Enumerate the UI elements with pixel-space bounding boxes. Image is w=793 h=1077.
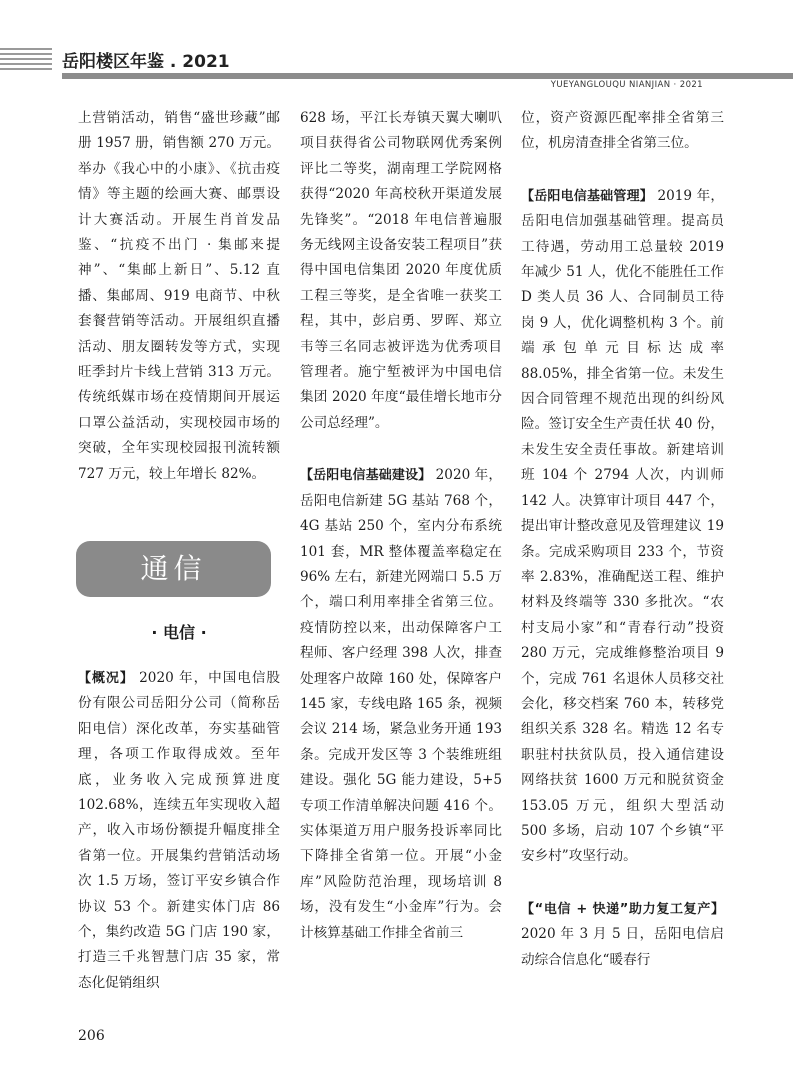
- paragraph-management: [521, 184, 724, 870]
- section-label-infrastructure: 【岳阳电信基础建设】: [300, 468, 432, 484]
- paragraph-postal-marketing: 上营销活动，销售“盛世珍藏”邮册 1957 册，销售额 270 万元。举办《我心中的小康》、《抗击疫情》等主题的绘画大赛、邮票设计大赛活动。开展生肖首发品鉴、“抗疫不出门 · 集邮来提神”、“集邮上新日”、5.12 直播、集邮周、919 电商节、中秋套餐营销等活动。开展组织直播活动、朋友圈转发等方式，实现旺季封片卡线上营销 313 万元。传统纸媒市场在疫情期间开展运口罩公益活动，实现校园市场的突破，全年实现校园报刊流转额 727 万元，较上年增长 82%。: [78, 110, 280, 482]
- yearbook-title: 岳阳楼区年鉴 . 2021: [62, 52, 230, 72]
- page-header: [0, 0, 793, 100]
- section-badge-communications: 通信: [76, 541, 271, 597]
- column-1: [78, 106, 280, 487]
- paragraph-asset-ranking: 位，资产资源匹配率排全省第三位，机房清查排全省第三位。: [521, 110, 724, 152]
- paragraph-telecom-express: [521, 897, 724, 973]
- header-bar: [62, 73, 793, 79]
- section-label-telecom-express: 【“电信 + 快递”助力复工复产】: [521, 901, 724, 917]
- paragraph-awards: 628 场，平江长寿镇天翼大喇叭项目获得省公司物联网优秀案例评比二等奖，湖南理工学院网格获得“2020 年高校秋开渠道发展先锋奖”。“2018 年电信普遍服务无线网主设备安装工程项目”获得中国电信集团 2020 年度优质工程三等奖，是全省唯一获奖工程，其中，彭启勇、罗晖、郑立韦等三名同志被评选为优秀项目管理者。施宁堑被评为中国电信集团 2020 年度“最佳增长地市分公司总经理”。: [300, 110, 502, 431]
- subsection-telecom-heading: · 电信 ·: [151, 623, 207, 642]
- management-text: 2019 年，岳阳电信加强基础管理。提高员工待遇，劳动用工总量较 2019 年减少 51 人，优化不能胜任工作 D 类人员 36 人、合同制员工待岗 9 人，优化调整机构 3 个。前端承包单元目标达成率 88.05%，排全省第一位。未发生因合同管理不规范出现的纠纷风险。签订安全生产责任状 40 份，未发生安全责任事故。新建培训班 104 个 2794 人次，内训师 142 人。决算审计项目 447 个，提出审计整改意见及管理建议 19 条。完成采购项目 233 个，节资率 2.83%，准确配送工程、维护材料及终端等 330 多批次。“农村支局小家”和“青春行动”投资 280 万元，完成维修整治项目 9 个，完成 761 名退休人员移交社会化，移交档案 760 本，转移党组织关系 328 名。精选 12 名专职驻村扶贫队员，投入通信建设网络扶贫 1600 万元和脱贫资金 153.05 万元，组织大型活动 500 多场，启动 107 个乡镇“平安乡村”攻坚行动。: [521, 187, 724, 865]
- column-1-lower: [78, 666, 280, 996]
- page-number: 206: [78, 1028, 105, 1044]
- paragraph-infrastructure: [300, 463, 502, 946]
- telecom-express-text: 2020 年 3 月 5 日，岳阳电信启动综合信息化“暖春行: [521, 926, 724, 968]
- infrastructure-text: 2020 年，岳阳电信新建 5G 基站 768 个，4G 基站 250 个，室内分布系统 101 套，MR 整体覆盖率稳定在 96% 左右，新建光网端口 5.5 万个，端口利用率排全省第三位。疫情防控以来，出动保障客户工程师、客户经理 398 人次，排查处理客户故障 160 处，保障客户 145 家，专线电路 165 条，视频会议 214 场，紧急业务开通 193 条。完成开发区等 3 个装维班组建设。强化 5G 能力建设，5+5 专项工作清单解决问题 416 个。实体渠道万用户服务投诉率同比下降排全省第一位。开展“小金库”风险防范治理，现场培训 8 场，没有发生“小金库”行为。会计核算基础工作排全省前三: [300, 467, 502, 941]
- overview-text: 2020 年，中国电信股份有限公司岳阳分公司（简称岳阳电信）深化改革，夯实基础管理，各项工作取得成效。至年底，业务收入完成预算进度 102.68%，连续五年实现收入超产，收入市场份额提升幅度排全省第一位。开展集约营销活动场次 1.5 万场，签订平安乡镇合作协议 53 个。新建实体门店 86 个，集约改造 5G 门店 190 家，打造三千兆智慧门店 35 家，常态化促销组织: [78, 670, 280, 991]
- yearbook-subtitle: YUEYANGLOUQU NIANJIAN · 2021: [550, 80, 703, 90]
- section-label-management: 【岳阳电信基础管理】: [521, 188, 653, 204]
- section-label-overview: 【概况】: [78, 671, 134, 686]
- column-3: [521, 106, 724, 973]
- column-2: [300, 106, 502, 946]
- header-stripes: [0, 48, 52, 73]
- paragraph-overview: [78, 666, 280, 996]
